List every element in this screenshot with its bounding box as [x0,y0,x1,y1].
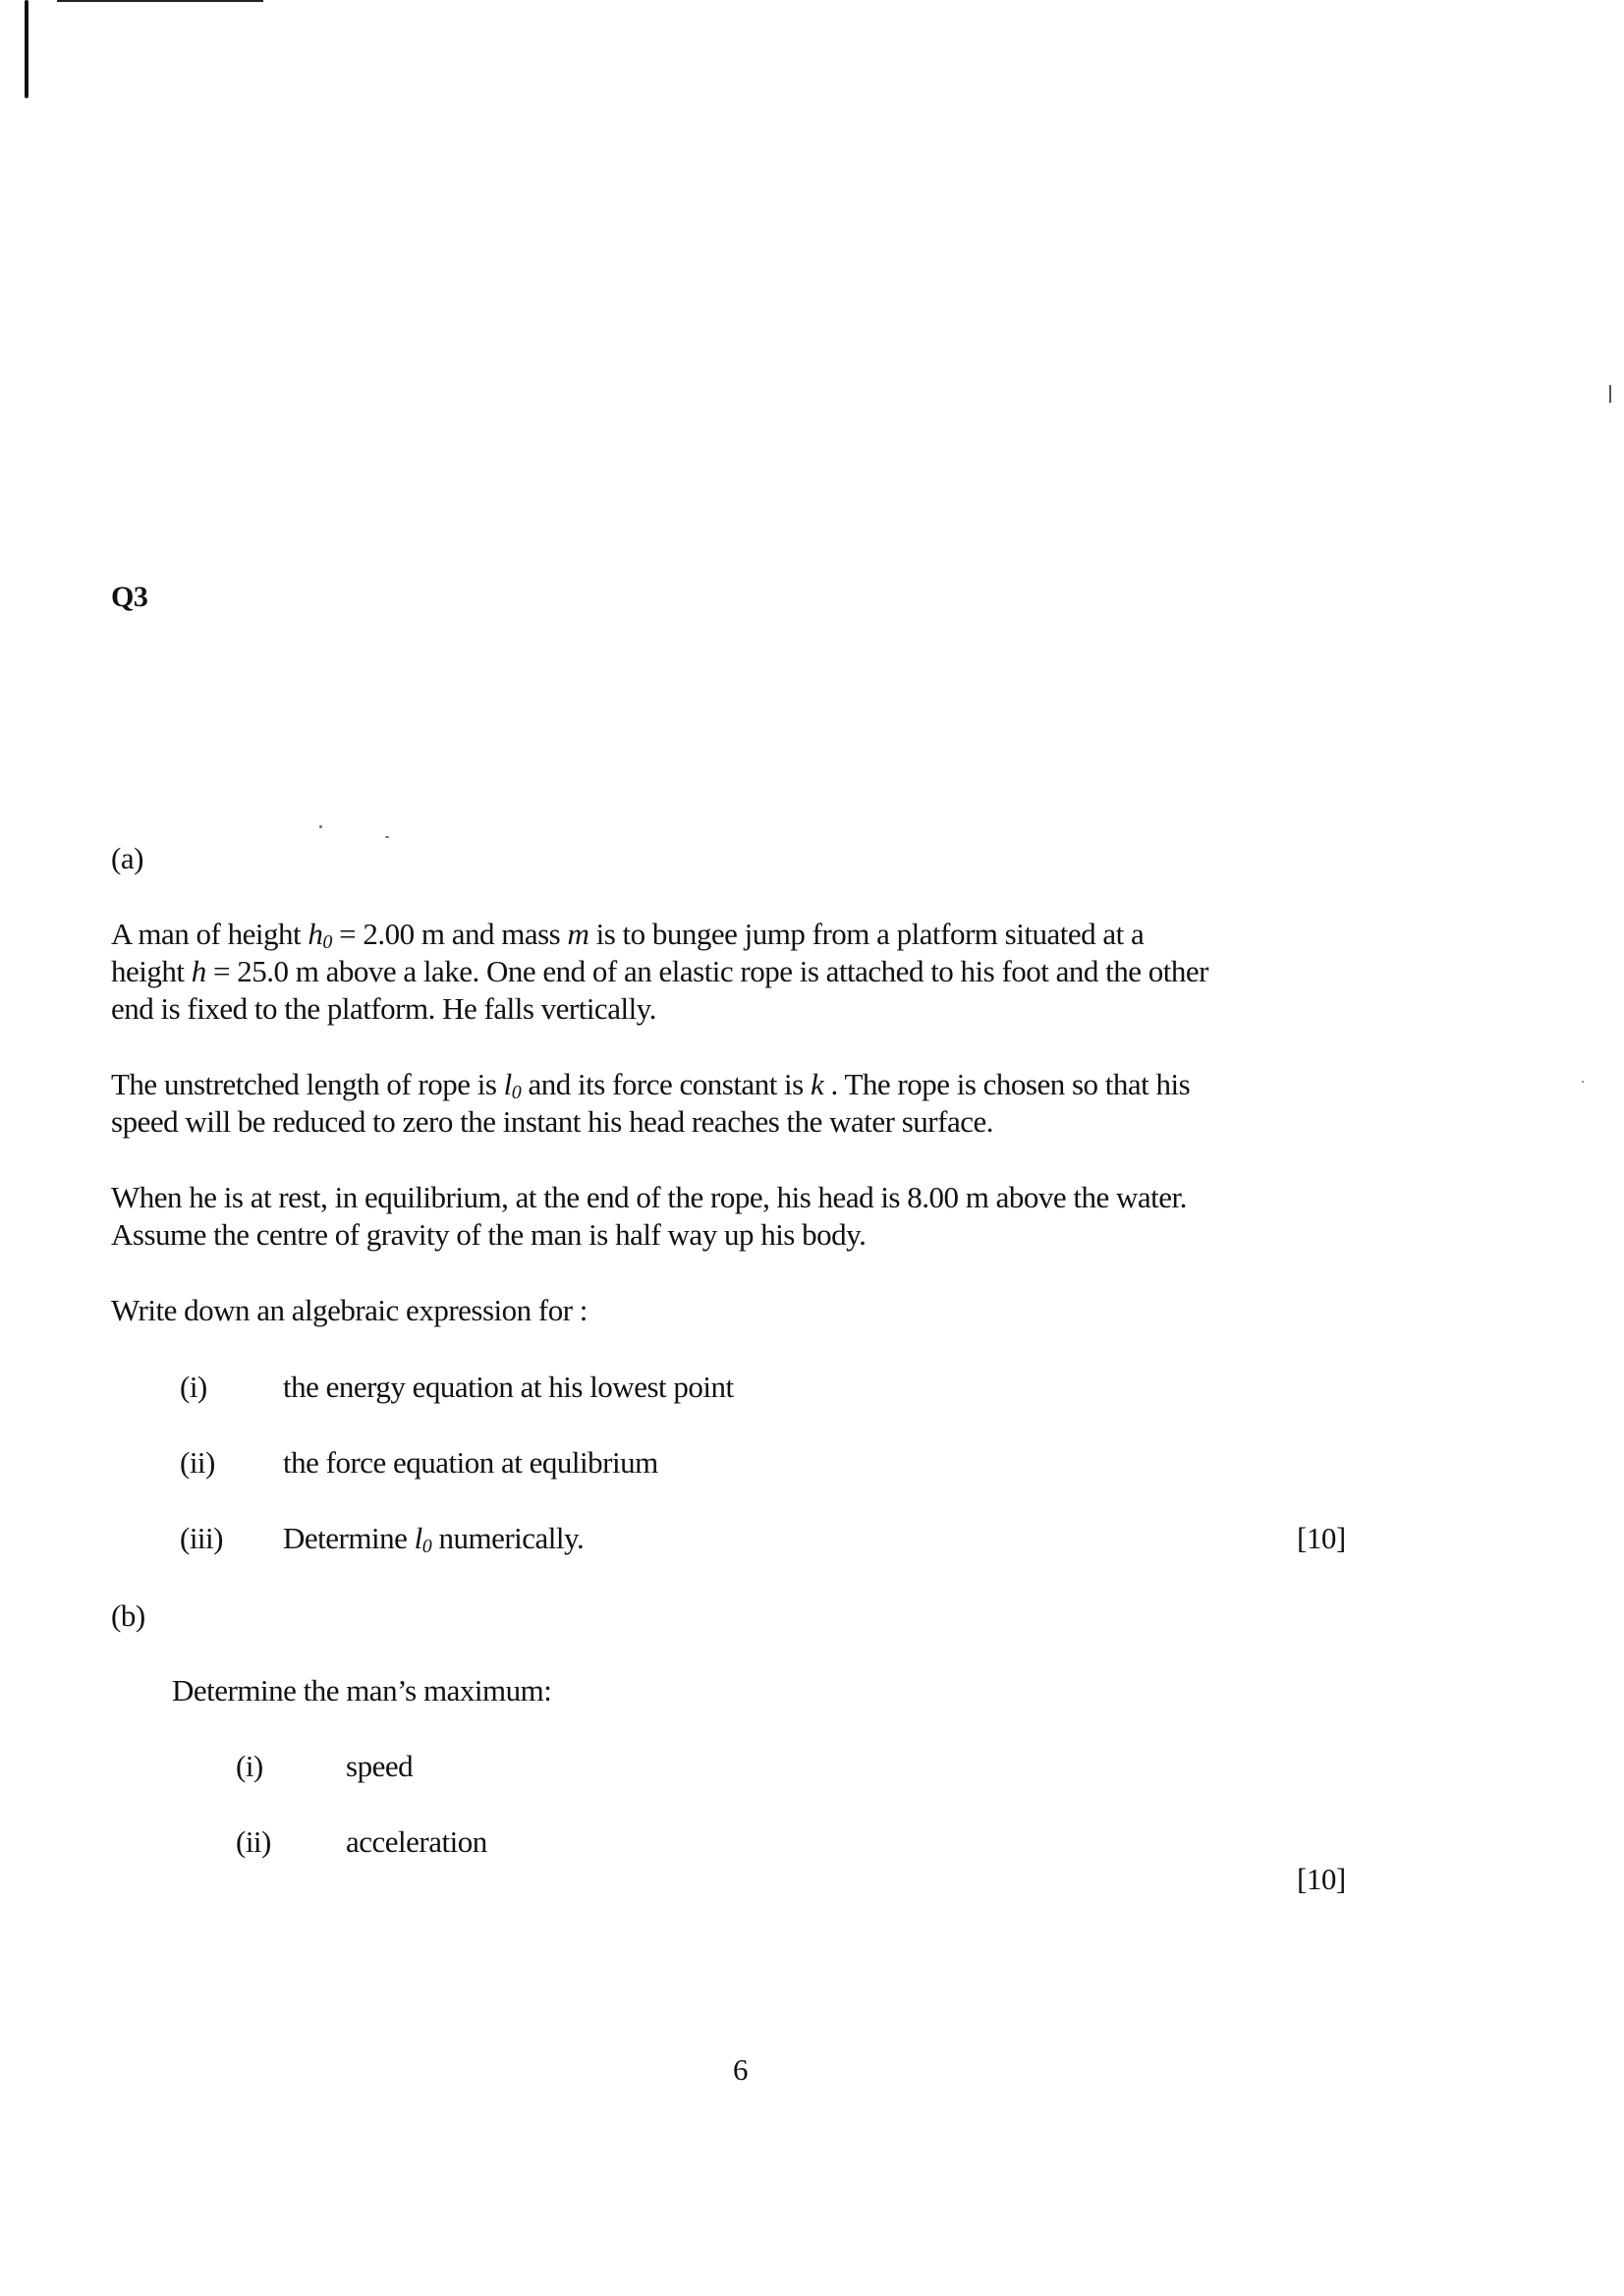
item-a-ii-text: the force equation at equlibrium [283,1445,658,1480]
item-a-i-text: the energy equation at his lowest point [283,1370,734,1404]
scan-mark [1609,385,1611,403]
para2-line2: speed will be reduced to zero the instant his head reaches the water surface. [111,1104,993,1139]
marks-b: [10] [1297,1862,1346,1896]
item-a-iii-text: Determine $l_0$ numerically. [283,1521,585,1557]
top-rule [57,0,263,2]
para1-line1: A man of height $h_0 = 2.00$ m and mass m is to bungee jump from a platform situated at a [111,917,1145,953]
part-b-label: (b) [111,1598,145,1633]
item-b-ii-number: (ii) [236,1824,271,1859]
part-a-label: (a) [111,841,143,875]
item-a-ii-number: (ii) [180,1445,215,1480]
item-a-iii-number: (iii) [180,1521,223,1555]
scan-mark [25,0,28,98]
marks-a: [10] [1297,1521,1346,1555]
item-a-i-number: (i) [180,1370,207,1404]
speck [385,836,389,838]
para1-line2: height h = 25.0 m above a lake. One end of an elastic rope is attached to his foot and the other [111,954,1208,988]
instruction-b: Determine the man’s maximum: [172,1673,552,1708]
item-b-i-text: speed [346,1749,414,1783]
para3-line2: Assume the centre of gravity of the man is half way up his body. [111,1217,867,1252]
speck [319,825,322,828]
page-number: 6 [733,2052,748,2087]
para1-line3: end is fixed to the platform. He falls vertically. [111,991,656,1026]
item-b-i-number: (i) [236,1749,263,1783]
speck [1582,1081,1584,1083]
item-b-ii-text: acceleration [346,1824,487,1859]
instruction-a: Write down an algebraic expression for : [111,1293,588,1327]
para3-line1: When he is at rest, in equilibrium, at the end of the rope, his head is 8.00 m above the water. [111,1180,1187,1214]
para2-line1: The unstretched length of rope is $l_0$ and its force constant is k . The rope is chosen so that his [111,1067,1191,1103]
question-label: Q3 [111,581,148,613]
